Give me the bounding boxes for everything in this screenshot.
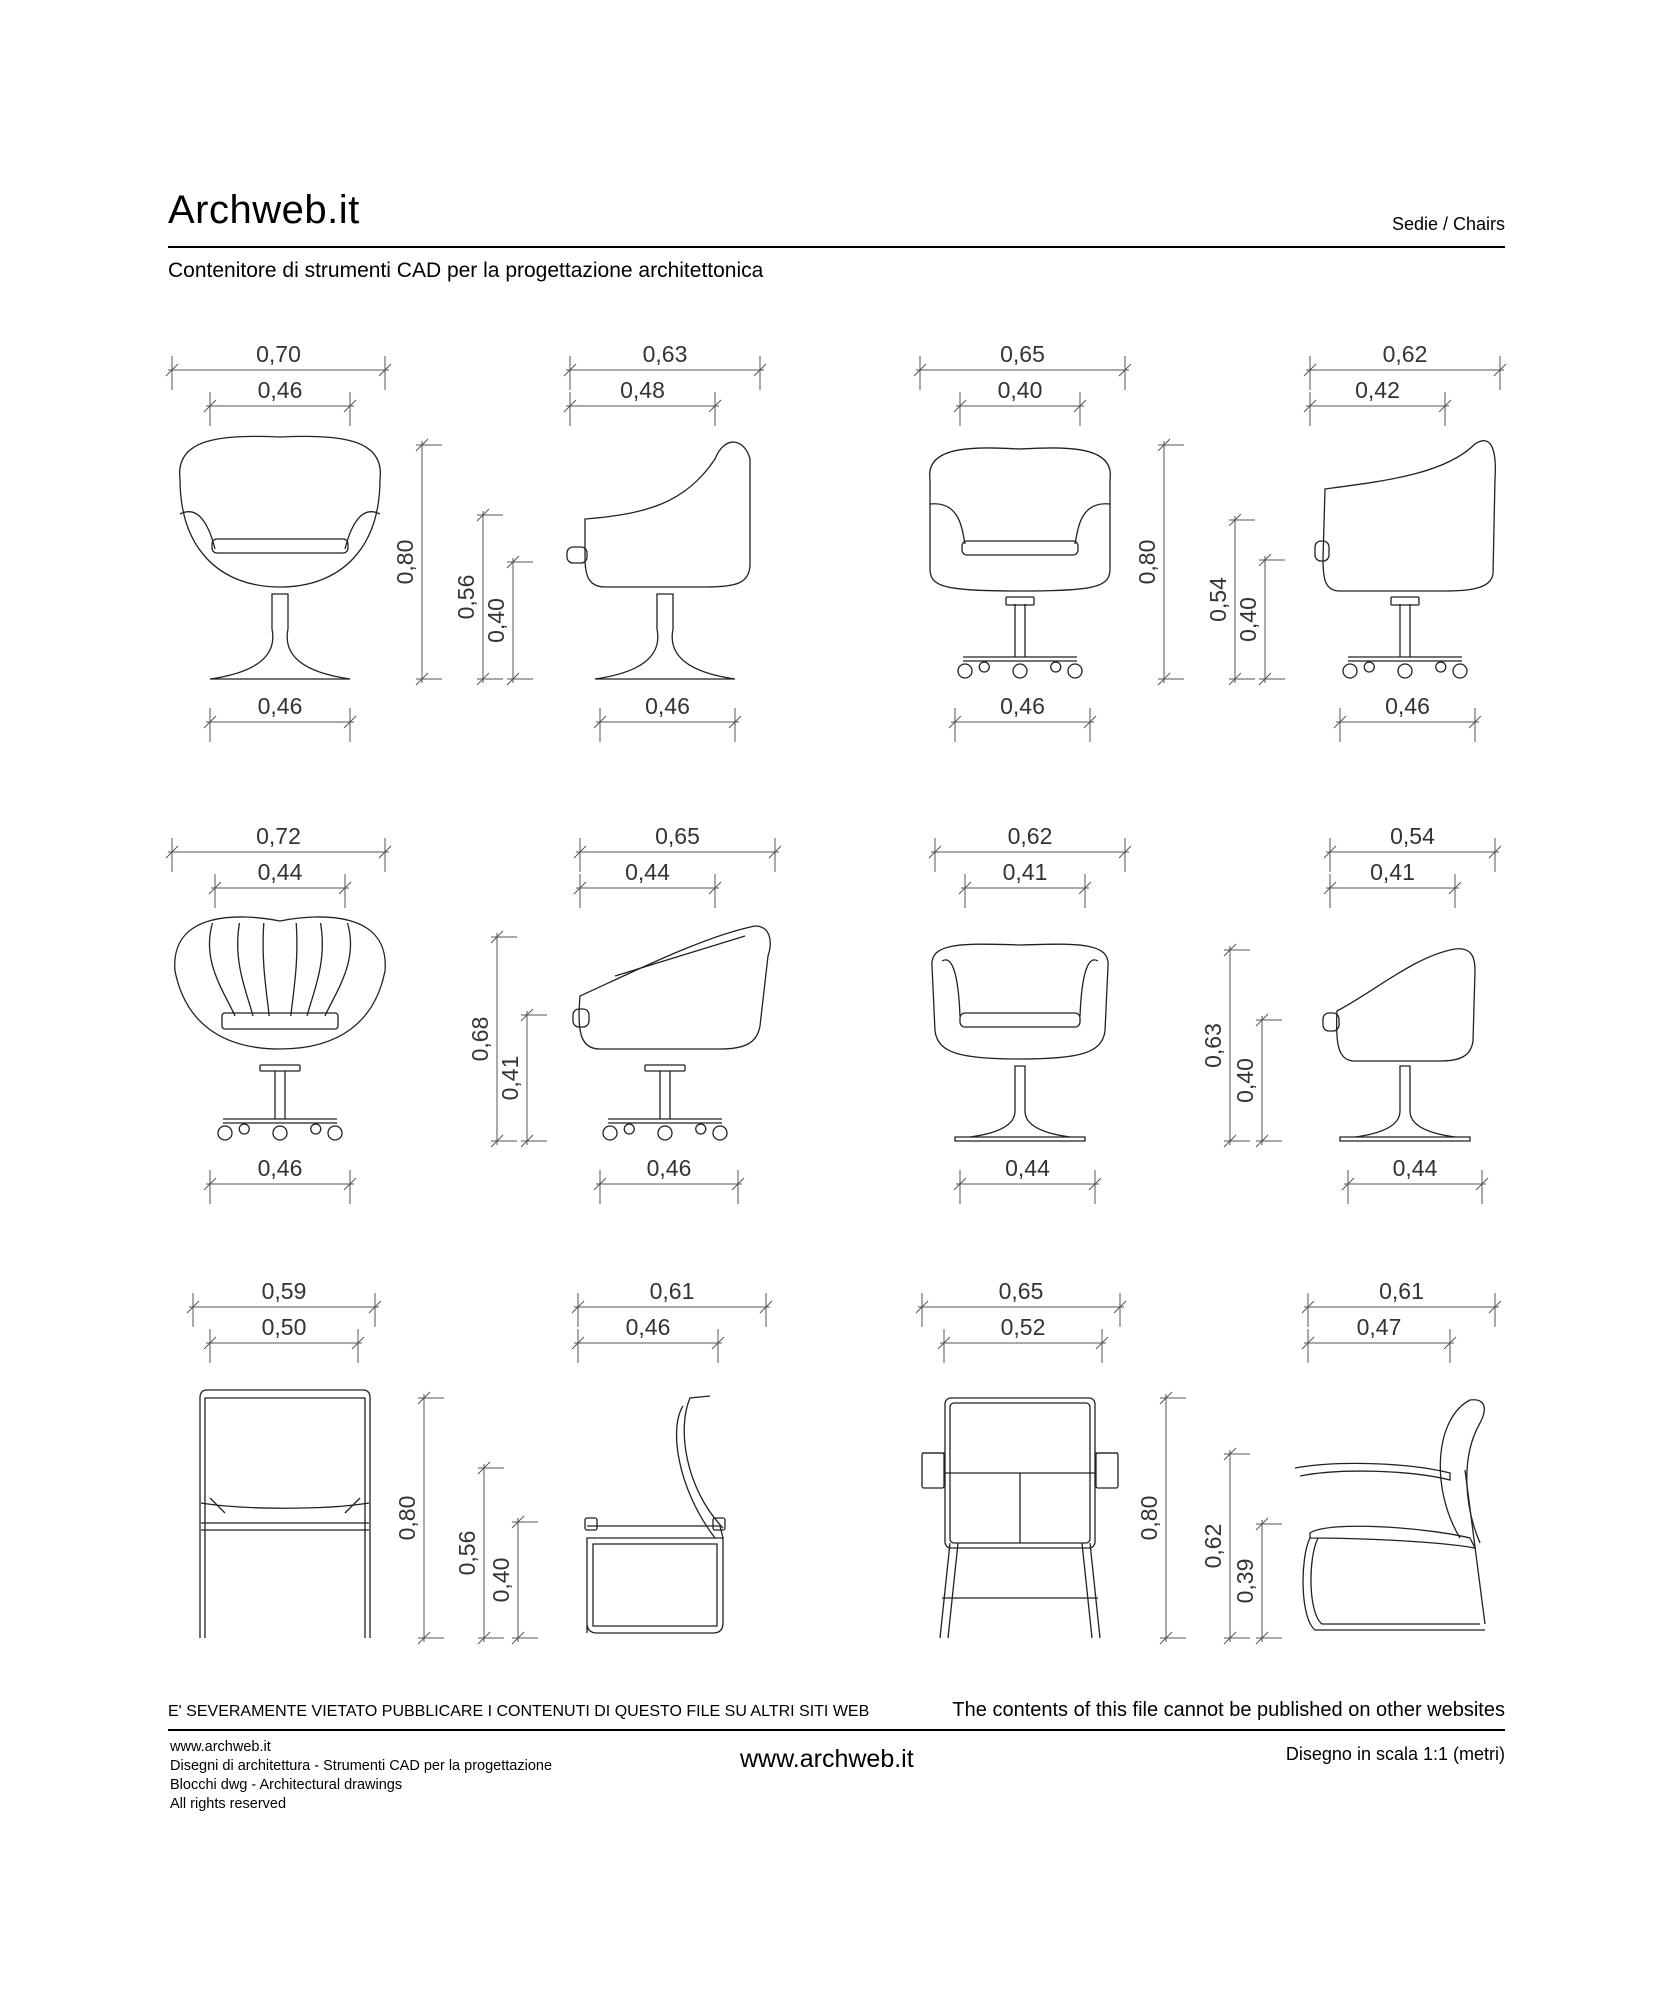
shell: [1337, 949, 1475, 1061]
seat: [587, 1526, 723, 1538]
caster-wheel: [218, 1126, 232, 1140]
dimension-label: 0,52: [1000, 1314, 1046, 1340]
dimension-label: 0,46: [645, 693, 690, 719]
armrest-end: [567, 547, 587, 563]
dimension-label: 0,62: [1200, 1523, 1226, 1569]
caster-wheel: [1436, 662, 1446, 672]
chair-group: [929, 823, 1501, 1204]
armrest: [930, 504, 965, 544]
caster-wheel: [273, 1126, 287, 1140]
dimension-label: 0,70: [256, 341, 301, 367]
dimension-label: 0,80: [1136, 1495, 1162, 1541]
dimension-label: 0,39: [1232, 1558, 1258, 1604]
warning-english: The contents of this file cannot be published on other websites: [952, 1699, 1505, 1721]
horizontal-dimension: [204, 693, 356, 742]
dimension-label: 0,63: [642, 341, 688, 367]
strap: [210, 1498, 360, 1513]
footer-line: All rights reserved: [170, 1796, 287, 1812]
armrest-end: [1315, 541, 1329, 561]
shell: [579, 926, 770, 1049]
header-rule: [168, 246, 1505, 248]
shell-pleat: [263, 923, 269, 1016]
dimension-label: 0,56: [453, 574, 479, 620]
vertical-dimension: [483, 556, 533, 685]
armrest: [1075, 504, 1110, 544]
caster-wheel: [239, 1124, 249, 1134]
vertical-dimension: [467, 931, 517, 1147]
shell-pleat: [238, 923, 253, 1016]
shell-pleat: [325, 923, 351, 1016]
vertical-dimension: [1232, 1518, 1282, 1644]
chair-group: [166, 341, 766, 742]
horizontal-dimension: [594, 693, 741, 742]
dimension-label: 0,65: [655, 823, 700, 849]
pedestal-base: [210, 594, 350, 679]
dimension-label: 0,80: [392, 539, 418, 585]
dimension-label: 0,46: [1385, 693, 1430, 719]
horizontal-dimension: [204, 1155, 356, 1204]
horizontal-dimension: [1302, 1314, 1456, 1363]
seat-cushion: [960, 1013, 1080, 1027]
dimension-label: 0,41: [497, 1055, 523, 1101]
shell: [930, 448, 1111, 591]
mechanism: [1006, 597, 1034, 605]
armrest: [1080, 960, 1098, 1016]
footer-credits: [170, 1738, 552, 1814]
dimension-label: 0,46: [646, 1155, 692, 1181]
dimension-label: 0,41: [1370, 859, 1415, 885]
shell-pleat: [291, 923, 297, 1016]
frame: [593, 1544, 717, 1626]
horizontal-dimension: [572, 1314, 724, 1363]
chair-front-view: [187, 1278, 444, 1644]
horizontal-dimension: [204, 377, 356, 426]
horizontal-dimension: [1342, 1155, 1488, 1204]
dimension-label: 0,72: [256, 823, 301, 849]
chair-side-view: [454, 1278, 772, 1644]
horizontal-dimension: [1304, 377, 1451, 426]
caster-wheel: [696, 1124, 706, 1134]
pedestal-base: [595, 594, 735, 679]
armrest-end: [573, 1009, 589, 1027]
caster-wheel: [624, 1124, 634, 1134]
vertical-dimension: [488, 1516, 538, 1644]
dimension-label: 0,44: [1392, 1155, 1438, 1181]
dimension-label: 0,40: [1232, 1058, 1258, 1103]
shell: [585, 442, 750, 587]
dimension-label: 0,59: [261, 1278, 307, 1304]
back: [1440, 1400, 1484, 1543]
disc-base: [955, 1137, 1085, 1141]
armrest: [1096, 1453, 1118, 1488]
seat-cushion: [222, 1013, 338, 1029]
dimension-label: 0,44: [1005, 1155, 1050, 1181]
dimension-label: 0,44: [625, 859, 670, 885]
seat: [1310, 1526, 1475, 1548]
vertical-dimension: [497, 1009, 547, 1147]
horizontal-dimension: [564, 341, 766, 390]
dimension-label: 0,47: [1356, 1314, 1402, 1340]
armrest: [942, 960, 960, 1016]
back-tube: [677, 1406, 715, 1538]
footer-line: www.archweb.it: [170, 1739, 271, 1755]
frame: [587, 1538, 723, 1633]
sled-frame: [1303, 1538, 1485, 1630]
shell-pleat: [307, 923, 322, 1016]
subtitle: Contenitore di strumenti CAD per la progettazione architettonica: [168, 259, 764, 282]
chair-group: [916, 1278, 1501, 1644]
horizontal-dimension: [959, 859, 1091, 908]
dimension-label: 0,56: [454, 1530, 480, 1576]
caster-wheel: [1398, 664, 1412, 678]
dimension-label: 0,41: [1002, 859, 1048, 885]
chair-front-view: [929, 823, 1131, 1204]
vertical-dimension: [454, 1462, 504, 1644]
caster-wheel: [958, 664, 972, 678]
dimension-label: 0,61: [649, 1278, 695, 1304]
vertical-dimension: [1200, 944, 1250, 1147]
mechanism: [645, 1065, 685, 1071]
vertical-dimension: [1200, 1448, 1250, 1644]
mechanism: [260, 1065, 300, 1071]
armrest-top: [615, 936, 745, 976]
seat-cushion: [212, 539, 348, 553]
chairs-drawing-sheet: [0, 320, 1667, 1660]
seat-rail: [201, 1523, 369, 1530]
section-label: Sedie / Chairs: [1391, 214, 1505, 234]
chair-group: [166, 823, 781, 1204]
leg: [940, 1543, 958, 1638]
horizontal-dimension: [204, 1314, 364, 1363]
shell: [1323, 441, 1495, 591]
chair-side-view: [453, 341, 766, 742]
horizontal-dimension: [1324, 859, 1461, 908]
seat: [201, 1503, 369, 1508]
chair-front-view: [166, 341, 442, 742]
dimension-label: 0,62: [1382, 341, 1428, 367]
footer-url: www.archweb.it: [740, 1745, 914, 1773]
dimension-label: 0,46: [1000, 693, 1045, 719]
horizontal-dimension: [572, 1278, 772, 1327]
chair-side-view: [1205, 341, 1506, 742]
brand-title: Archweb.it: [168, 188, 360, 232]
caster-wheel: [1013, 664, 1027, 678]
caster-wheel: [1051, 662, 1061, 672]
frame-joint: [585, 1518, 597, 1530]
dimension-label: 0,80: [394, 1495, 420, 1541]
chair-front-view: [166, 823, 391, 1204]
caster-wheel: [979, 662, 989, 672]
horizontal-dimension: [1302, 1278, 1501, 1327]
armrest: [922, 1453, 944, 1488]
vertical-dimension: [1136, 1392, 1186, 1644]
back-tube: [684, 1396, 723, 1528]
horizontal-dimension: [574, 823, 781, 872]
vertical-dimension: [1232, 1014, 1282, 1147]
chair-side-view: [1200, 1278, 1501, 1644]
shell: [932, 944, 1108, 1059]
dimension-label: 0,62: [1007, 823, 1053, 849]
dimension-label: 0,63: [1200, 1023, 1226, 1068]
dimension-label: 0,54: [1205, 577, 1231, 622]
dimension-label: 0,40: [1235, 597, 1261, 642]
horizontal-dimension: [949, 693, 1096, 742]
chair-front-view: [914, 341, 1184, 742]
vertical-dimension: [1235, 554, 1285, 685]
footer-line: Disegni di architettura - Strumenti CAD per la progettazione: [170, 1758, 553, 1774]
vertical-dimension: [453, 509, 503, 685]
warning-italian: E' SEVERAMENTE VIETATO PUBBLICARE I CONTENUTI DI QUESTO FILE SU ALTRI SITI WEB: [168, 1703, 870, 1720]
horizontal-dimension: [938, 1314, 1108, 1363]
chair-side-view: [467, 823, 781, 1204]
vertical-dimension: [394, 1392, 444, 1644]
shell-pleat: [209, 923, 235, 1016]
dimension-label: 0,80: [1134, 539, 1160, 585]
caster-wheel: [1364, 662, 1374, 672]
frame: [200, 1390, 370, 1638]
pedestal: [970, 1066, 1070, 1137]
horizontal-dimension: [574, 859, 721, 908]
dimension-label: 0,65: [998, 1278, 1044, 1304]
sled-frame: [1311, 1538, 1480, 1624]
dimension-label: 0,46: [257, 377, 303, 403]
dimension-label: 0,40: [488, 1557, 514, 1603]
caster-wheel: [311, 1124, 321, 1134]
dimension-label: 0,46: [625, 1314, 671, 1340]
horizontal-dimension: [209, 859, 351, 908]
caster-wheel: [603, 1126, 617, 1140]
caster-wheel: [328, 1126, 342, 1140]
dimension-label: 0,44: [257, 859, 303, 885]
dimension-label: 0,65: [1000, 341, 1045, 367]
chair-group: [914, 341, 1506, 742]
dimension-label: 0,46: [257, 693, 303, 719]
horizontal-dimension: [1334, 693, 1481, 742]
caster-wheel: [713, 1126, 727, 1140]
chair-side-view: [1200, 823, 1501, 1204]
horizontal-dimension: [954, 1155, 1101, 1204]
dimension-label: 0,50: [261, 1314, 307, 1340]
dimension-label: 0,42: [1355, 377, 1400, 403]
seat-cushion: [962, 541, 1078, 555]
mechanism: [1391, 597, 1419, 605]
pedestal: [1355, 1066, 1455, 1137]
chair-front-view: [916, 1278, 1186, 1644]
horizontal-dimension: [1304, 341, 1506, 390]
leg: [1082, 1543, 1100, 1638]
dimension-label: 0,68: [467, 1016, 493, 1062]
frame: [205, 1398, 365, 1638]
vertical-dimension: [1134, 439, 1184, 685]
dimension-label: 0,61: [1379, 1278, 1424, 1304]
dimension-label: 0,54: [1390, 823, 1435, 849]
dimension-label: 0,48: [620, 377, 665, 403]
disc-base: [1340, 1137, 1470, 1141]
shell: [180, 436, 381, 587]
vertical-dimension: [392, 439, 442, 685]
caster-wheel: [1453, 664, 1467, 678]
dimension-label: 0,40: [997, 377, 1043, 403]
horizontal-dimension: [954, 377, 1086, 426]
chair-group: [187, 1278, 772, 1644]
footer-line: Blocchi dwg - Architectural drawings: [170, 1777, 403, 1793]
dimension-label: 0,40: [483, 598, 509, 643]
caster-wheel: [1068, 664, 1082, 678]
caster-wheel: [1343, 664, 1357, 678]
footer-rule: [168, 1729, 1505, 1731]
dimension-label: 0,46: [257, 1155, 303, 1181]
caster-wheel: [658, 1126, 672, 1140]
horizontal-dimension: [564, 377, 721, 426]
horizontal-dimension: [594, 1155, 744, 1204]
armrest: [1295, 1463, 1450, 1480]
scale-note: Disegno in scala 1:1 (metri): [1285, 1744, 1505, 1764]
